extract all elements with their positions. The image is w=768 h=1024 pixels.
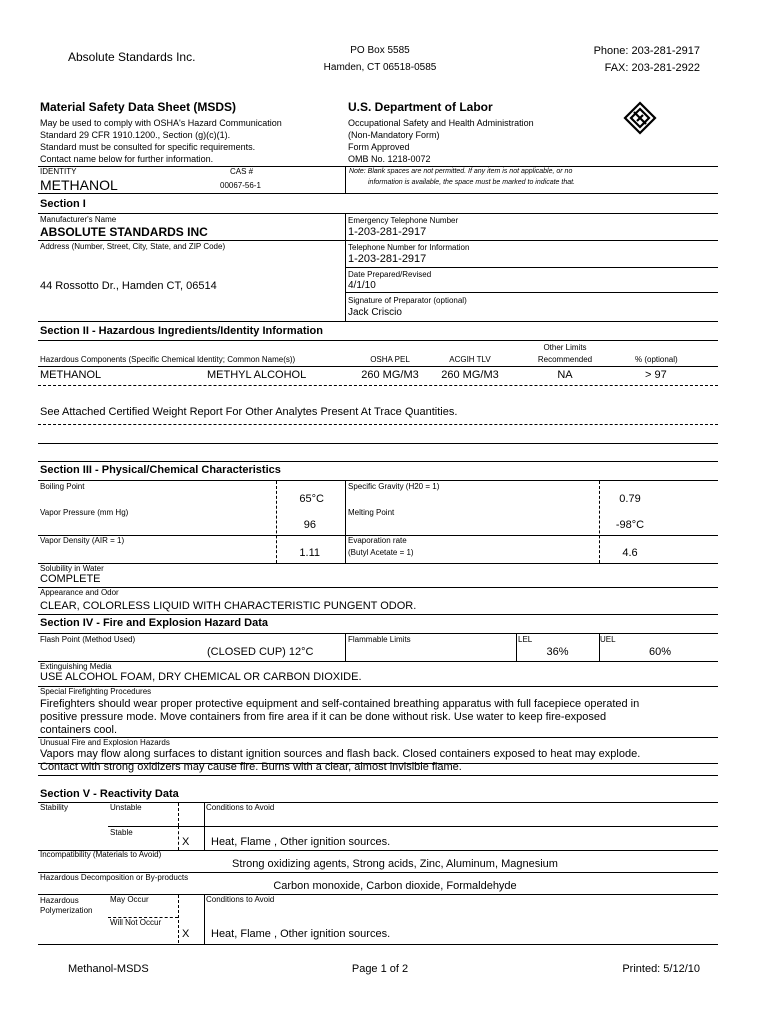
vapor-pressure-value: 96 [303, 519, 316, 531]
special-procedures-line: Firefighters should wear proper protective equipment and self-contained breathing apparatus with full facepiece operated in [40, 698, 640, 710]
signature-value: Jack Criscio [348, 307, 402, 318]
cas-value: 00067-56-1 [220, 181, 261, 190]
component-other-limits: NA [557, 369, 573, 381]
component-acgih-tlv: 260 MG/M3 [441, 369, 499, 381]
col-osha-pel: OSHA PEL [370, 355, 410, 364]
polymerization-conditions-label: Conditions to Avoid [206, 895, 275, 904]
col-recommended: Recommended [537, 355, 593, 364]
header-right-line: (Non-Mandatory Form) [348, 130, 440, 140]
vapor-density-value: 1.11 [299, 547, 320, 559]
vapor-density-label: Vapor Density (AIR = 1) [40, 536, 125, 545]
specific-gravity-value: 0.79 [619, 493, 641, 505]
may-occur-label: May Occur [110, 895, 149, 904]
incompatibility-value: Strong oxidizing agents, Strong acids, Zinc, Aluminum, Magnesium [232, 858, 558, 870]
agency-title: U.S. Department of Labor [348, 100, 493, 114]
hazardous-polymerization-label-2: Polymerization [40, 906, 93, 915]
note-line-2: information is available, the space must be marked to indicate that. [368, 179, 575, 186]
will-not-occur-label: Will Not Occur [110, 918, 162, 927]
section-2-note: See Attached Certified Weight Report For Other Analytes Present At Trace Quantities. [40, 406, 458, 418]
stability-conditions-label: Conditions to Avoid [206, 803, 275, 812]
lel-label: LEL [518, 635, 533, 644]
footer-document-name: Methanol-MSDS [68, 963, 149, 975]
component-osha-pel: 260 MG/M3 [361, 369, 419, 381]
stable-label: Stable [110, 828, 133, 837]
uel-value: 60% [648, 646, 672, 658]
header-left-line: Standard 29 CFR 1910.1200., Section (g)(c)(1). [40, 130, 231, 140]
header-left-line: Standard must be consulted for specific requirements. [40, 142, 256, 152]
lel-value: 36% [546, 646, 569, 658]
special-procedures-line: containers cool. [40, 724, 118, 736]
manufacturer-label: Manufacturer's Name [40, 215, 117, 224]
evaporation-rate-label: Evaporation rate [348, 536, 407, 545]
unusual-hazards-line: Contact with strong oxidizers may cause fire. Burns with a clear, almost invisible flame. [40, 761, 462, 773]
address-line-2: Hamden, CT 06518-0585 [323, 62, 437, 73]
section-2-title: Section II - Hazardous Ingredients/Identity Information [40, 325, 323, 337]
col-percent: % (optional) [635, 355, 678, 364]
unusual-hazards-line: Vapors may flow along surfaces to distant ignition sources and flash back. Closed containers exposed to heat may explode. [40, 748, 641, 760]
solubility-label: Solubility in Water [40, 564, 104, 573]
component-percent: > 97 [645, 369, 667, 381]
special-procedures-label: Special Firefighting Procedures [40, 687, 152, 696]
header-left-line: May be used to comply with OSHA's Hazard Communication [40, 118, 282, 128]
boiling-point-label: Boiling Point [40, 482, 85, 491]
identity-value: METHANOL [40, 177, 118, 193]
header-right-line: Form Approved [348, 142, 410, 152]
stability-label: Stability [40, 803, 69, 812]
component-common-name: METHYL ALCOHOL [207, 369, 307, 381]
col-acgih-tlv: ACGIH TLV [449, 355, 491, 364]
extinguishing-media-value: USE ALCOHOL FOAM, DRY CHEMICAL OR CARBON DIOXIDE. [40, 671, 362, 683]
section-4-title: Section IV - Fire and Explosion Hazard Data [40, 617, 268, 629]
stable-check-mark: X [182, 836, 190, 848]
component-name: METHANOL [40, 369, 102, 381]
unstable-label: Unstable [110, 803, 142, 812]
signature-label: Signature of Preparator (optional) [348, 296, 467, 305]
msds-title: Material Safety Data Sheet (MSDS) [40, 100, 237, 114]
section-1-title: Section I [40, 198, 86, 210]
identity-label: IDENTITY [40, 167, 77, 176]
info-phone-label: Telephone Number for Information [348, 243, 470, 252]
melting-point-value: -98°C [615, 519, 645, 531]
special-procedures-line: positive pressure mode. Move containers from fire area if it can be done without risk. Use water to keep fire-exposed [40, 711, 607, 723]
incompatibility-label: Incompatibility (Materials to Avoid) [40, 850, 162, 859]
section-3-title: Section III - Physical/Chemical Characteristics [40, 464, 281, 476]
decomposition-value: Carbon monoxide, Carbon dioxide, Formaldehyde [273, 880, 517, 892]
note-line-1: Note: Blank spaces are not permitted. If any item is not applicable, or no [349, 168, 573, 175]
address-value: 44 Rossotto Dr., Hamden CT, 06514 [40, 280, 217, 292]
emergency-phone-label: Emergency Telephone Number [348, 216, 459, 225]
flash-point-label: Flash Point (Method Used) [40, 635, 136, 644]
header-left-line: Contact name below for further information. [40, 154, 214, 164]
col-other-limits: Other Limits [543, 343, 587, 352]
date-prepared-label: Date Prepared/Revised [348, 270, 432, 279]
appearance-value: CLEAR, COLORLESS LIQUID WITH CHARACTERISTIC PUNGENT ODOR. [40, 600, 417, 612]
decomposition-label: Hazardous Decomposition or By-products [40, 873, 189, 882]
cas-label: CAS # [230, 167, 254, 176]
col-components: Hazardous Components (Specific Chemical Identity; Common Name(s)) [40, 355, 296, 364]
melting-point-label: Melting Point [348, 508, 395, 517]
info-phone-value: 1-203-281-2917 [348, 253, 427, 265]
address-line-1: PO Box 5585 [350, 45, 410, 56]
header-right-line: OMB No. 1218-0072 [348, 154, 431, 164]
stability-conditions-value: Heat, Flame , Other ignition sources. [211, 836, 391, 848]
phone-number: Phone: 203-281-2917 [593, 45, 700, 57]
fax-number: FAX: 203-281-2922 [604, 62, 700, 74]
address-label: Address (Number, Street, City, State, and ZIP Code) [40, 242, 226, 251]
header-right-line: Occupational Safety and Health Administration [348, 118, 534, 128]
vapor-pressure-label: Vapor Pressure (mm Hg) [40, 508, 129, 517]
will-not-occur-check-mark: X [182, 928, 190, 940]
appearance-label: Appearance and Odor [40, 588, 119, 597]
date-prepared-value: 4/1/10 [348, 280, 376, 291]
specific-gravity-label: Specific Gravity (H20 = 1) [348, 482, 440, 491]
boiling-point-value: 65°C [299, 493, 324, 505]
manufacturer-value: ABSOLUTE STANDARDS INC [40, 225, 208, 239]
flash-point-value: (CLOSED CUP) 12°C [207, 646, 314, 658]
hazardous-polymerization-label-1: Hazardous [40, 896, 79, 905]
osha-diamond-logo-icon [622, 100, 658, 136]
polymerization-conditions-value: Heat, Flame , Other ignition sources. [211, 928, 391, 940]
unusual-hazards-label: Unusual Fire and Explosion Hazards [40, 738, 170, 747]
flammable-limits-label: Flammable Limits [348, 635, 411, 644]
evaporation-rate-value: 4.6 [622, 547, 638, 559]
footer-printed-date: Printed: 5/12/10 [622, 963, 700, 975]
extinguishing-media-label: Extinguishing Media [40, 662, 112, 671]
emergency-phone-value: 1-203-281-2917 [348, 226, 427, 238]
uel-label: UEL [600, 635, 616, 644]
company-name: Absolute Standards Inc. [68, 50, 196, 64]
evaporation-rate-sub: (Butyl Acetate = 1) [348, 548, 414, 557]
footer-page-number: Page 1 of 2 [351, 963, 409, 975]
solubility-value: COMPLETE [40, 573, 101, 585]
section-5-title: Section V - Reactivity Data [40, 788, 179, 800]
